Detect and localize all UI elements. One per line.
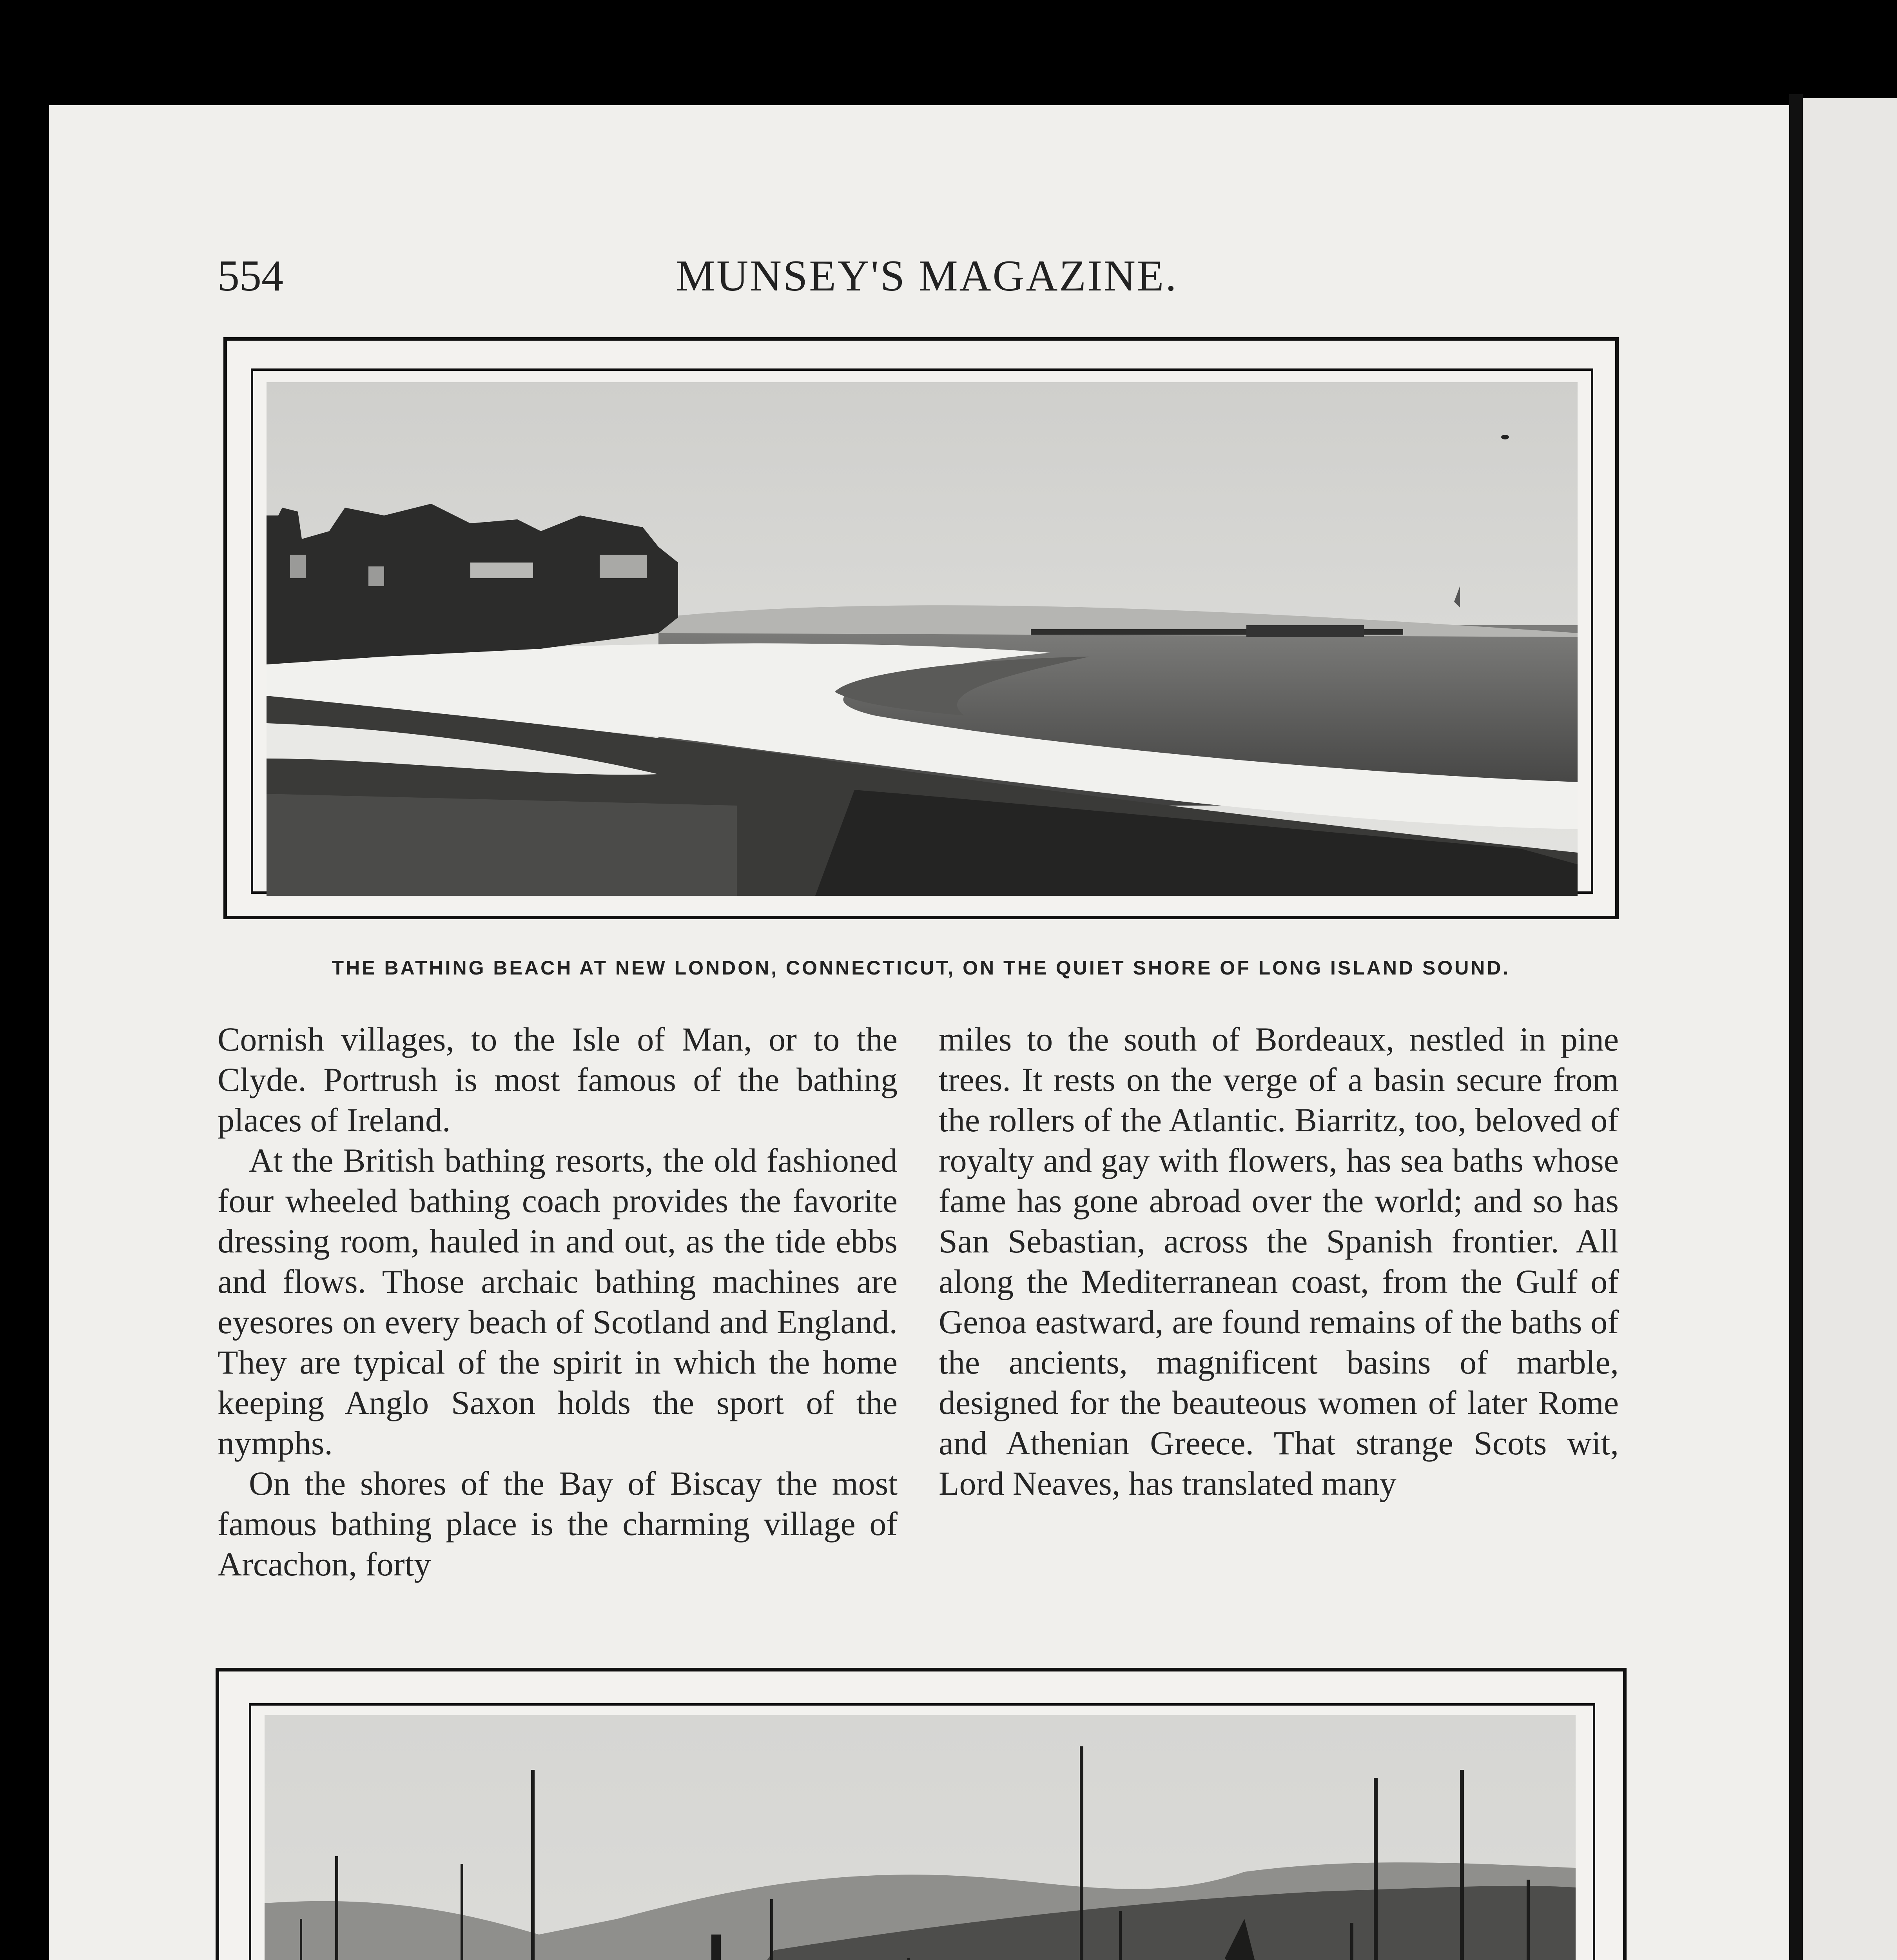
figure-1-caption: THE BATHING BEACH AT NEW LONDON, CONNECTICUT, ON THE QUIET SHORE OF LONG ISLAND SOUND. <box>332 957 1511 979</box>
left-text-column <box>218 1019 898 1584</box>
running-title: MUNSEY'S MAGAZINE. <box>676 252 1178 300</box>
page-header <box>218 251 1636 306</box>
paragraph: On the shores of the Bay of Biscay the most famous bathing place is the charming village of Arcachon, forty <box>218 1465 898 1583</box>
right-text-column <box>939 1019 1619 1504</box>
page-gutter <box>1789 94 1803 1960</box>
next-page-edge <box>1803 98 1897 1960</box>
new-london-beach-photo <box>267 382 1578 896</box>
paragraph: At the British bathing resorts, the old fashioned four wheeled bathing coach provides the favorite dressing room, hauled in and out, as the tide ebbs and flows. Those archaic bathing machines are eyesores on every beach of Scotland and England. They are typical of the spirit in which the home keeping Anglo Saxon holds the sport of the nymphs. <box>218 1142 898 1462</box>
page-number: 554 <box>218 252 283 300</box>
clyde-gourock-photo <box>265 1715 1576 1960</box>
paragraph: Cornish villages, to the Isle of Man, or to the Clyde. Portrush is most famous of the bathing places of Ireland. <box>218 1020 898 1139</box>
paragraph: miles to the south of Bordeaux, nestled in pine trees. It rests on the verge of a basin secure from the rollers of the Atlantic. Biarritz, too, beloved of royalty and gay with flowers, has sea baths whose fame has gone abroad over the world; and so has San Sebastian, across the Spanish frontier. All along the Mediterranean coast, from the Gulf of Genoa eastward, are found remains of the baths of the ancients, magnificent basins of marble, designed for the beauteous women of later Rome and Athenian Greece. That strange Scots wit, Lord Neaves, has translated many <box>939 1020 1619 1502</box>
